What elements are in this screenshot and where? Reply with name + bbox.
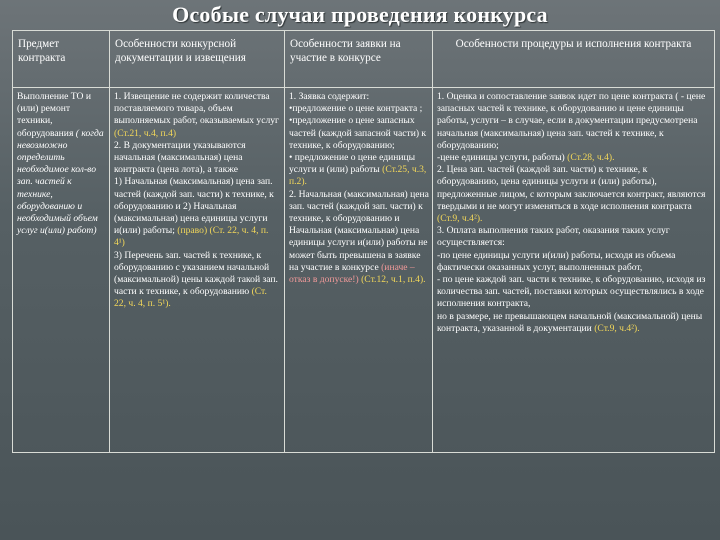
page-title: Особые случаи проведения конкурса [172,2,548,27]
app-text-5: 2. Начальная (максимальная) цена зап. частей (каждой зап. части) к технике, к оборудованию и Начальная (максимальная) цена единицы услуги и(или) работы не может быть превышена в заявке на участие в конкурсе [289,188,429,273]
app-warning: (иначе – отказ в допуске!) [289,261,415,286]
cell-subject [13,88,110,453]
proc-text-7: но в размере, не превышающем начальной (максимальной) цены контракта, указанной в документации [437,310,703,334]
proc-text-2: -цене единицы услуги, работы) [437,152,568,164]
subject-note: ( когда невозможно определить необходимое кол-во зап. частей к технике, оборудованию и необходимый объем услуг и(или) работ) [17,127,104,237]
app-paragraph-3: •предложение о цене запасных частей (каждой запасной части) к технике, к оборудованию; [289,115,427,151]
app-paragraph-4 [289,152,429,189]
proc-paragraph-7 [437,311,711,335]
cell-documentation [110,88,285,453]
table-header-row [13,31,715,88]
proc-paragraph-1: 1. Оценка и сопоставление заявок идет по цене контракта ( - цене запасных частей к технике, к оборудованию и цене единицы работы, услуги – в случае, если в документации предусмотрена начальная (максимальная) цена зап. частей к технике, к оборудованию; [437,91,706,151]
proc-paragraph-5: -по цене единицы услуги и(или) работы, исходя из объема фактически оказанных услуг, выполненных работ, [437,249,676,273]
proc-text-3: 2. Цена зап. частей (каждой зап. части) к технике, к оборудованию, цена единицы услуги и (или) работы), предложенные лицом, с которым заключается контракт, являются твердыми и не могут изменяться в ходе исполнения контракта [437,164,706,212]
doc-paragraph-4 [114,250,281,311]
conditions-table [12,30,715,453]
proc-paragraph-3 [437,164,711,225]
doc-right-note: (право) [177,225,208,237]
app-reference-4: (Ст.25, ч.3, п.2). [289,164,427,188]
doc-text-4: 3) Перечень зап. частей к технике, к оборудованию с указанием начальной (максимальной) цены каждой такой зап. части к технике, к оборудованию [114,249,278,298]
doc-text-1: 1. Извещение не содержит количества поставляемого товара, объем выполняемых работ, оказываемых услуг [114,91,279,127]
proc-paragraph-2 [437,152,711,164]
doc-reference-4: (Ст. 22, ч. 4, п. 5¹). [114,286,267,310]
app-text-4: • предложение о цене единицы услуги и (или) работы [289,152,416,176]
app-reference-5: (Ст.12, ч.1, п.4). [361,274,426,286]
proc-paragraph-6: - по цене каждой зап. части к технике, к оборудованию, исходя из количества зап. частей, поставки которых осуществлялись в ходе исполнения контракта, [437,274,706,310]
header-documentation: Особенности конкурсной документации и извещения [110,31,285,88]
proc-reference-3: (Ст.9, ч.4²). [437,213,483,225]
proc-reference-7: (Ст.9, ч.4²). [594,322,640,334]
doc-paragraph-2: 2. В документации указываются начальная (максимальная) цена контракта (цена лота), а также [114,139,246,176]
doc-paragraph-1 [114,91,281,140]
table-row [13,88,715,453]
header-procedure: Особенности процедуры и исполнения контракта [433,31,715,88]
proc-reference-2: (Ст.28, ч.4). [567,152,615,164]
subject-text: Выполнение ТО и (или) ремонт техники, оборудования [17,91,91,139]
doc-text-3: 1) Начальная (максимальная) цена зап. частей (каждой зап. части) к технике, к оборудованию и 2) Начальная (максимальная) цена единицы услуги и(или) работы; [114,176,274,237]
cell-application [285,88,433,453]
app-paragraph-1: 1. Заявка содержит: [289,91,370,102]
app-paragraph-5 [289,189,429,287]
proc-paragraph-4: 3. Оплата выполнения таких работ, оказания таких услуг осуществляется: [437,225,670,249]
app-paragraph-2: •предложение о цене контракта ; [289,103,423,115]
header-subject: Предмет контракта [13,31,110,88]
doc-paragraph-3 [114,176,281,249]
header-application: Особенности заявки на участие в конкурсе [285,31,433,88]
cell-procedure [433,88,715,453]
doc-reference-1: (Ст.21, ч.4, п.4) [114,127,177,139]
doc-reference-3: (Ст. 22, ч. 4, п. 4¹) [114,225,269,249]
